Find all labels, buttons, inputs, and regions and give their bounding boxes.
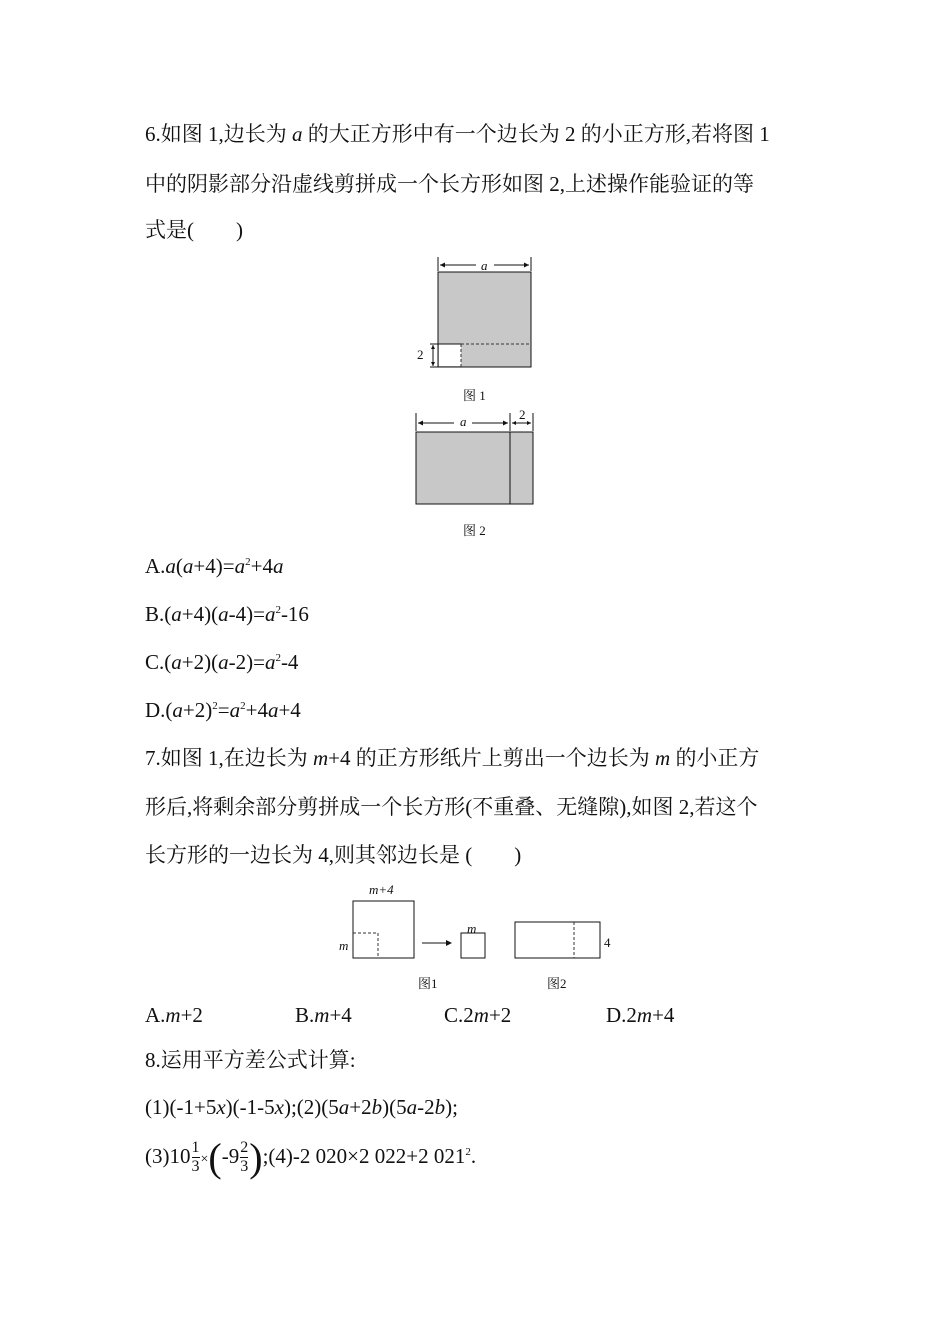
q8-title: 8.运用平方差公式计算: bbox=[145, 1048, 356, 1072]
q7-fig-caption-2: 图2 bbox=[547, 976, 567, 991]
q6-option-d: $D.(a+2)^2=a^2+4a+4$ bbox=[145, 698, 301, 722]
q6-fig2-top-label: a bbox=[460, 414, 467, 429]
q7-figure bbox=[340, 895, 620, 965]
q6-fig1-side-label: a bbox=[481, 258, 488, 273]
q7-fig-rect-label: 4 bbox=[604, 935, 611, 950]
q8-line-1: (1)(-1+5x)(-1-5x);(2)(5a+2b)(5a-2b); bbox=[145, 1095, 458, 1119]
q7-fig-caption-1: 图1 bbox=[418, 976, 438, 991]
q6-fig1-caption: 图 1 bbox=[463, 388, 486, 403]
q6-line-2: 中的阴影部分沿虚线剪拼成一个长方形如图 2,上述操作能验证的等 bbox=[145, 172, 754, 196]
q7-line-2: 形后,将剩余部分剪拼成一个长方形(不重叠、无缝隙),如图 2,若这个 bbox=[145, 795, 758, 819]
q8-line-2: (3)10 $\frac{1}{3}$ ×(-9 $\frac{2}{3}$ );(4)-2 020×2 022+2 $021^2$. bbox=[145, 1135, 477, 1180]
q7-option-c: C.2m+2 bbox=[444, 1003, 512, 1027]
q6-option-c: $C.(a+2)(a-2)=a^2-4$ bbox=[145, 650, 299, 674]
q7-fig-small-label: m bbox=[467, 921, 477, 936]
q7-option-a: A.m+2 bbox=[145, 1003, 203, 1027]
q7-fig-side-label: m bbox=[339, 938, 349, 953]
q6-option-a: $A.a(a+4)=a^2+4a$ bbox=[145, 554, 284, 578]
q6-figure-1 bbox=[410, 255, 550, 375]
q7-line-3: 长方形的一边长为 4,则其邻边长是 ( ) bbox=[145, 843, 522, 867]
q7-line-1: 7.如图 1,在边长为 m+4 的正方形纸片上剪出一个边长为 m 的小正方 bbox=[145, 746, 760, 770]
q6-fig2-right-label: 2 bbox=[519, 407, 526, 422]
q6-fig2-caption: 图 2 bbox=[463, 523, 486, 538]
q6-line-1: 6.如图 1,边长为 a 的大正方形中有一个边长为 2 的小正方形,若将图 1 bbox=[145, 122, 770, 146]
q6-line-3: 式是( ) bbox=[145, 218, 243, 242]
q6-option-b: $B.(a+4)(a-4)=a^2-16$ bbox=[145, 602, 309, 626]
q7-option-b: B.m+4 bbox=[295, 1003, 352, 1027]
q6-fig1-small-label: 2 bbox=[417, 347, 424, 362]
q7-option-d: D.2m+4 bbox=[606, 1003, 675, 1027]
q7-fig-big-label: m+4 bbox=[369, 882, 394, 897]
